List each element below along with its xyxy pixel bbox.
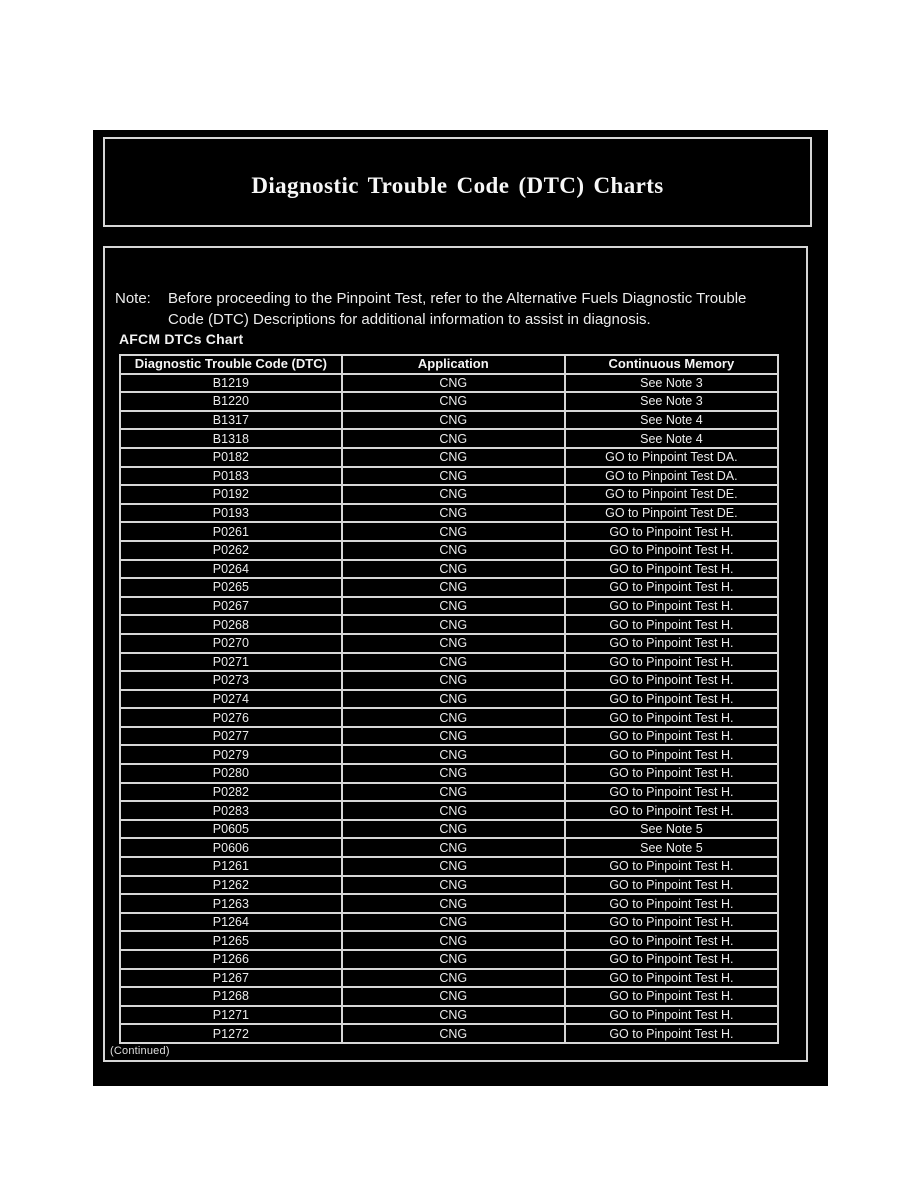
cell-continuous-memory: GO to Pinpoint Test H. xyxy=(565,671,778,690)
cell-continuous-memory: See Note 5 xyxy=(565,838,778,857)
continued-label: (Continued) xyxy=(110,1045,170,1057)
table-row xyxy=(120,857,778,876)
table-row xyxy=(120,931,778,950)
cell-dtc-code: P0280 xyxy=(120,764,342,783)
title-box xyxy=(103,137,812,227)
cell-application: CNG xyxy=(342,745,565,764)
cell-dtc-code: P1263 xyxy=(120,894,342,913)
table-row xyxy=(120,653,778,672)
cell-continuous-memory: GO to Pinpoint Test H. xyxy=(565,745,778,764)
table-body xyxy=(120,374,778,1043)
cell-application: CNG xyxy=(342,541,565,560)
table-row xyxy=(120,671,778,690)
cell-dtc-code: P1271 xyxy=(120,1006,342,1025)
cell-application: CNG xyxy=(342,597,565,616)
column-header-continuous-memory: Continuous Memory xyxy=(565,355,778,374)
cell-application: CNG xyxy=(342,894,565,913)
table-row xyxy=(120,634,778,653)
table-row xyxy=(120,522,778,541)
table-row xyxy=(120,838,778,857)
cell-application: CNG xyxy=(342,560,565,579)
cell-application: CNG xyxy=(342,485,565,504)
cell-application: CNG xyxy=(342,727,565,746)
cell-dtc-code: P1262 xyxy=(120,876,342,895)
cell-dtc-code: P1264 xyxy=(120,913,342,932)
table-row xyxy=(120,745,778,764)
cell-continuous-memory: GO to Pinpoint Test H. xyxy=(565,634,778,653)
cell-application: CNG xyxy=(342,1006,565,1025)
cell-dtc-code: P0268 xyxy=(120,615,342,634)
cell-continuous-memory: GO to Pinpoint Test DA. xyxy=(565,467,778,486)
cell-dtc-code: P0274 xyxy=(120,690,342,709)
cell-application: CNG xyxy=(342,690,565,709)
cell-application: CNG xyxy=(342,931,565,950)
cell-continuous-memory: GO to Pinpoint Test H. xyxy=(565,783,778,802)
cell-continuous-memory: GO to Pinpoint Test H. xyxy=(565,857,778,876)
cell-application: CNG xyxy=(342,764,565,783)
cell-application: CNG xyxy=(342,783,565,802)
cell-continuous-memory: GO to Pinpoint Test H. xyxy=(565,541,778,560)
cell-dtc-code: P0606 xyxy=(120,838,342,857)
table-row xyxy=(120,541,778,560)
cell-continuous-memory: GO to Pinpoint Test DE. xyxy=(565,504,778,523)
cell-dtc-code: P0192 xyxy=(120,485,342,504)
cell-application: CNG xyxy=(342,578,565,597)
cell-application: CNG xyxy=(342,653,565,672)
table-row xyxy=(120,969,778,988)
cell-continuous-memory: GO to Pinpoint Test H. xyxy=(565,560,778,579)
cell-continuous-memory: GO to Pinpoint Test H. xyxy=(565,1006,778,1025)
cell-dtc-code: P0193 xyxy=(120,504,342,523)
cell-continuous-memory: See Note 4 xyxy=(565,429,778,448)
cell-continuous-memory: GO to Pinpoint Test H. xyxy=(565,969,778,988)
table-row xyxy=(120,429,778,448)
cell-continuous-memory: GO to Pinpoint Test H. xyxy=(565,764,778,783)
table-row xyxy=(120,894,778,913)
cell-dtc-code: P0271 xyxy=(120,653,342,672)
cell-continuous-memory: GO to Pinpoint Test H. xyxy=(565,913,778,932)
cell-continuous-memory: See Note 3 xyxy=(565,392,778,411)
table-row xyxy=(120,504,778,523)
cell-dtc-code: P0282 xyxy=(120,783,342,802)
cell-application: CNG xyxy=(342,467,565,486)
cell-dtc-code: P0182 xyxy=(120,448,342,467)
cell-dtc-code: P0283 xyxy=(120,801,342,820)
cell-continuous-memory: GO to Pinpoint Test H. xyxy=(565,876,778,895)
note-line-2: Code (DTC) Descriptions for additional information to assist in diagnosis. xyxy=(168,311,651,328)
cell-continuous-memory: GO to Pinpoint Test H. xyxy=(565,1024,778,1043)
cell-continuous-memory: GO to Pinpoint Test H. xyxy=(565,615,778,634)
table-header-row xyxy=(120,355,778,374)
table-row xyxy=(120,876,778,895)
cell-dtc-code: P0277 xyxy=(120,727,342,746)
cell-continuous-memory: GO to Pinpoint Test H. xyxy=(565,894,778,913)
table-row xyxy=(120,690,778,709)
table-row xyxy=(120,1006,778,1025)
cell-continuous-memory: GO to Pinpoint Test H. xyxy=(565,801,778,820)
cell-continuous-memory: GO to Pinpoint Test H. xyxy=(565,931,778,950)
cell-continuous-memory: GO to Pinpoint Test H. xyxy=(565,727,778,746)
table-row xyxy=(120,392,778,411)
table-row xyxy=(120,597,778,616)
table-row xyxy=(120,783,778,802)
cell-dtc-code: P1266 xyxy=(120,950,342,969)
cell-application: CNG xyxy=(342,615,565,634)
cell-dtc-code: P0279 xyxy=(120,745,342,764)
table-row xyxy=(120,708,778,727)
cell-dtc-code: B1220 xyxy=(120,392,342,411)
cell-application: CNG xyxy=(342,522,565,541)
table-heading: AFCM DTCs Chart xyxy=(119,331,244,347)
cell-continuous-memory: GO to Pinpoint Test H. xyxy=(565,950,778,969)
cell-application: CNG xyxy=(342,950,565,969)
cell-continuous-memory: GO to Pinpoint Test DE. xyxy=(565,485,778,504)
content-box xyxy=(103,246,808,1062)
table-row xyxy=(120,820,778,839)
cell-dtc-code: P1261 xyxy=(120,857,342,876)
scanned-page xyxy=(93,130,828,1086)
note-text xyxy=(168,288,783,330)
cell-continuous-memory: GO to Pinpoint Test H. xyxy=(565,578,778,597)
table-row xyxy=(120,1024,778,1043)
cell-application: CNG xyxy=(342,969,565,988)
column-header-application: Application xyxy=(342,355,565,374)
cell-dtc-code: P0262 xyxy=(120,541,342,560)
cell-dtc-code: B1219 xyxy=(120,374,342,393)
cell-application: CNG xyxy=(342,838,565,857)
cell-application: CNG xyxy=(342,429,565,448)
table-row xyxy=(120,448,778,467)
table-row xyxy=(120,950,778,969)
cell-dtc-code: P1267 xyxy=(120,969,342,988)
cell-continuous-memory: GO to Pinpoint Test H. xyxy=(565,653,778,672)
cell-continuous-memory: GO to Pinpoint Test H. xyxy=(565,708,778,727)
table-row xyxy=(120,485,778,504)
note-line-1: Before proceeding to the Pinpoint Test, refer to the Alternative Fuels Diagnostic Trouble xyxy=(168,290,747,307)
table-row xyxy=(120,560,778,579)
cell-application: CNG xyxy=(342,392,565,411)
table-row xyxy=(120,987,778,1006)
cell-continuous-memory: GO to Pinpoint Test H. xyxy=(565,522,778,541)
cell-continuous-memory: See Note 3 xyxy=(565,374,778,393)
cell-dtc-code: P0267 xyxy=(120,597,342,616)
cell-application: CNG xyxy=(342,876,565,895)
note-label: Note: xyxy=(115,290,151,307)
cell-application: CNG xyxy=(342,857,565,876)
table-row xyxy=(120,913,778,932)
cell-application: CNG xyxy=(342,913,565,932)
cell-dtc-code: P0183 xyxy=(120,467,342,486)
cell-dtc-code: P0265 xyxy=(120,578,342,597)
table-row xyxy=(120,467,778,486)
cell-dtc-code: P0264 xyxy=(120,560,342,579)
cell-application: CNG xyxy=(342,411,565,430)
cell-application: CNG xyxy=(342,801,565,820)
cell-dtc-code: P0273 xyxy=(120,671,342,690)
cell-application: CNG xyxy=(342,987,565,1006)
cell-continuous-memory: GO to Pinpoint Test H. xyxy=(565,597,778,616)
table-row xyxy=(120,727,778,746)
cell-dtc-code: P1268 xyxy=(120,987,342,1006)
cell-dtc-code: P0605 xyxy=(120,820,342,839)
cell-dtc-code: P0270 xyxy=(120,634,342,653)
cell-continuous-memory: See Note 5 xyxy=(565,820,778,839)
table-row xyxy=(120,374,778,393)
cell-application: CNG xyxy=(342,820,565,839)
table-row xyxy=(120,801,778,820)
cell-continuous-memory: GO to Pinpoint Test H. xyxy=(565,987,778,1006)
cell-application: CNG xyxy=(342,1024,565,1043)
cell-application: CNG xyxy=(342,504,565,523)
cell-application: CNG xyxy=(342,671,565,690)
cell-application: CNG xyxy=(342,708,565,727)
table-row xyxy=(120,578,778,597)
table-row xyxy=(120,411,778,430)
cell-dtc-code: P1265 xyxy=(120,931,342,950)
table-row xyxy=(120,764,778,783)
page-title: Diagnostic Trouble Code (DTC) Charts xyxy=(251,173,664,198)
cell-application: CNG xyxy=(342,448,565,467)
cell-dtc-code: B1317 xyxy=(120,411,342,430)
note xyxy=(115,288,783,330)
cell-continuous-memory: GO to Pinpoint Test DA. xyxy=(565,448,778,467)
cell-continuous-memory: GO to Pinpoint Test H. xyxy=(565,690,778,709)
cell-dtc-code: P0276 xyxy=(120,708,342,727)
table-row xyxy=(120,615,778,634)
cell-dtc-code: P1272 xyxy=(120,1024,342,1043)
cell-dtc-code: B1318 xyxy=(120,429,342,448)
cell-application: CNG xyxy=(342,374,565,393)
cell-application: CNG xyxy=(342,634,565,653)
column-header-dtc-code: Diagnostic Trouble Code (DTC) xyxy=(120,355,342,374)
cell-continuous-memory: See Note 4 xyxy=(565,411,778,430)
afcm-dtc-table xyxy=(119,354,779,1044)
cell-dtc-code: P0261 xyxy=(120,522,342,541)
